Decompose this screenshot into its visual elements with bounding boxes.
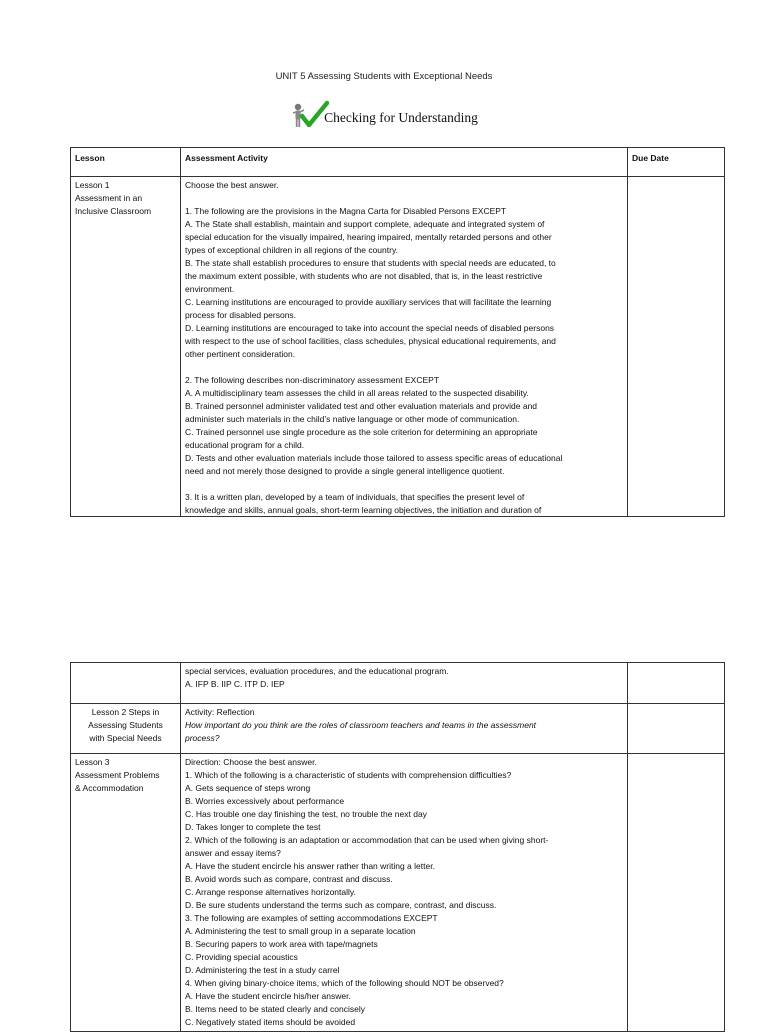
activity-line: with respect to the use of school facilities, class schedules, physical educational requirements, and [185, 336, 556, 346]
activity-line: C. Trained personnel use single procedure as the sole criterion for determining an appropriate [185, 427, 538, 437]
lesson-3-due-date-cell [628, 754, 725, 1032]
logo-text: Checking for Understanding [324, 110, 478, 125]
activity-line: the maximum extent possible, with students who are not disabled, that is, in the least restrictive [185, 271, 543, 281]
lesson-3-activity-cell [181, 754, 628, 1032]
activity-line: 2. The following describes non-discriminatory assessment EXCEPT [185, 375, 440, 385]
continuation-line: A. IFP B. IIP C. ITP D. IEP [185, 679, 285, 689]
table-row-lesson-1 [71, 177, 725, 517]
activity-line: D. Learning institutions are encouraged to take into account the special needs of disabled persons [185, 323, 555, 333]
activity-line: A. Have the student encircle his/her answer. [185, 991, 351, 1001]
unit-title: UNIT 5 Assessing Students with Exceptional Needs [275, 71, 493, 82]
activity-line: C. Negatively stated items should be avoided [185, 1017, 356, 1027]
activity-line: need and not merely those designed to provide a single general intelligence quotient. [185, 466, 505, 476]
activity-line: B. The state shall establish procedures to ensure that students with special needs are educated, to [185, 258, 556, 268]
activity-line: A. A multidisciplinary team assesses the child in all areas related to the suspected disability. [185, 388, 529, 398]
lesson-2-activity-title: Activity: Reflection [185, 707, 255, 717]
table-row-lesson-2 [71, 704, 725, 754]
assessment-table-part-1 [70, 147, 725, 517]
activity-line: A. Gets sequence of steps wrong [185, 783, 311, 793]
lesson-3-activity-text [185, 756, 623, 1029]
activity-line: A. Have the student encircle his answer rather than writing a letter. [185, 861, 435, 871]
lesson-1-cell [71, 177, 181, 517]
activity-line: B. Worries excessively about performance [185, 796, 345, 806]
activity-line: D. Administering the test in a study carrel [185, 965, 340, 975]
activity-line [185, 192, 623, 205]
lesson-1-line: Assessment in an [75, 193, 143, 203]
activity-line: A. The State shall establish, maintain and support complete, adequate and integrated system of [185, 219, 545, 229]
header-lesson: Lesson [71, 148, 181, 177]
lesson-3-line: Assessment Problems [75, 770, 160, 780]
activity-line: knowledge and skills, annual goals, short-term learning objectives, the initiation and duration of [185, 505, 542, 515]
continuation-activity-cell [181, 663, 628, 704]
activity-line: 1. Which of the following is a characteristic of students with comprehension difficulties? [185, 770, 512, 780]
activity-line: C. Providing special acoustics [185, 952, 298, 962]
activity-line: other pertinent consideration. [185, 349, 296, 359]
lesson-2-line: Assessing Students [88, 720, 163, 730]
activity-line: administer such materials in the child’s native language or other mode of communication. [185, 414, 520, 424]
activity-line: types of exceptional children in all regions of the country. [185, 245, 398, 255]
lesson-2-question-line: How important do you think are the roles of classroom teachers and teams in the assessment [185, 720, 537, 730]
activity-line: D. Be sure students understand the terms such as compare, contrast, and discuss. [185, 900, 497, 910]
lesson-2-activity-cell [181, 704, 628, 754]
continuation-lesson-cell [71, 663, 181, 704]
activity-line: A. Administering the test to small group in a separate location [185, 926, 416, 936]
activity-line: C. Has trouble one day finishing the test, no trouble the next day [185, 809, 427, 819]
assessment-table-part-2 [70, 662, 725, 1032]
continuation-due-date-cell [628, 663, 725, 704]
activity-line: B. Items need to be stated clearly and concisely [185, 1004, 366, 1014]
activity-line: answer and essay items? [185, 848, 281, 858]
activity-line: D. Tests and other evaluation materials include those tailored to assess specific areas of educational [185, 453, 563, 463]
activity-line: process for disabled persons. [185, 310, 297, 320]
activity-line: B. Securing papers to work area with tape/magnets [185, 939, 378, 949]
lesson-3-line: Lesson 3 [75, 757, 110, 767]
lesson-2-due-date-cell [628, 704, 725, 754]
activity-line: Direction: Choose the best answer. [185, 757, 317, 767]
activity-line: B. Avoid words such as compare, contrast and discuss. [185, 874, 393, 884]
table-row-lesson-3 [71, 754, 725, 1032]
activity-line [185, 478, 623, 491]
lesson-3-cell [71, 754, 181, 1032]
lesson-1-activity-cell [181, 177, 628, 517]
lesson-2-cell [71, 704, 181, 754]
lesson-2-line: with Special Needs [89, 733, 162, 743]
lesson-1-due-date-cell [628, 177, 725, 517]
checking-for-understanding-logo [0, 100, 768, 130]
table-header-row [71, 148, 725, 177]
lesson-2-question-line: process? [185, 733, 220, 743]
activity-line: B. Trained personnel administer validated test and other evaluation materials and provide and [185, 401, 538, 411]
activity-line: Choose the best answer. [185, 180, 279, 190]
activity-line: special education for the visually impaired, hearing impaired, mentally retarded persons and other [185, 232, 552, 242]
activity-line: D. Takes longer to complete the test [185, 822, 321, 832]
lesson-3-line: & Accommodation [75, 783, 144, 793]
table-row-continuation [71, 663, 725, 704]
lesson-2-line: Lesson 2 Steps in [91, 707, 160, 717]
activity-line: C. Learning institutions are encouraged to provide auxiliary services that will facilitate the learning [185, 297, 552, 307]
activity-line: C. Arrange response alternatives horizontally. [185, 887, 356, 897]
activity-line: 3. The following are examples of setting accommodations EXCEPT [185, 913, 438, 923]
activity-line: educational program for a child. [185, 440, 305, 450]
lesson-1-line: Inclusive Classroom [75, 206, 152, 216]
continuation-line: special services, evaluation procedures, and the educational program. [185, 666, 449, 676]
activity-line: 4. When giving binary-choice items, which of the following should NOT be observed? [185, 978, 504, 988]
activity-line [185, 361, 623, 374]
header-due-date: Due Date [628, 148, 725, 177]
activity-line: 3. It is a written plan, developed by a team of individuals, that specifies the present level of [185, 492, 525, 502]
lesson-1-line: Lesson 1 [75, 180, 110, 190]
lesson-1-activity-text [181, 177, 627, 516]
activity-line: 1. The following are the provisions in the Magna Carta for Disabled Persons EXCEPT [185, 206, 507, 216]
header-assessment-activity: Assessment Activity [181, 148, 628, 177]
activity-line: 2. Which of the following is an adaptation or accommodation that can be used when giving short- [185, 835, 549, 845]
activity-line: environment. [185, 284, 235, 294]
